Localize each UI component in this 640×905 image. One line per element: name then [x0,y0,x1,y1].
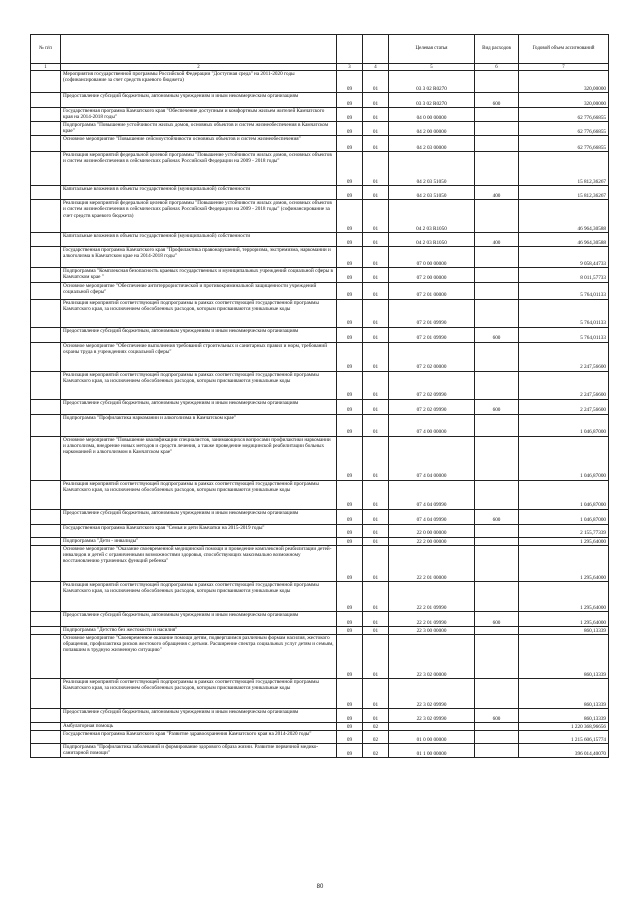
column-number: 7 [519,64,609,71]
target-article-cell: 04 2 03 51050 [389,152,475,186]
target-article-cell: 22 3 02 09990 [389,678,475,708]
annual-amount-cell: 62 776,66855 [519,136,609,152]
subsection-code-cell: 01 [363,414,389,436]
section-code-cell: 09 [337,581,363,611]
target-article-cell: 07 4 04 09990 [389,509,475,524]
target-article-cell: 07 2 02 09990 [389,371,475,399]
subsection-code-cell: 01 [363,327,389,342]
header-cell: Вид расходов [475,35,519,64]
item-name-cell: Подпрограмма "Дети - инвалиды" [61,537,337,545]
table-row [31,708,609,722]
target-article-cell: 22 3 02 09990 [389,708,475,722]
annual-amount-cell: 5 764,01133 [519,327,609,342]
item-name-cell: Подпрограмма "Комплексная безопасность краевых государственных и муниципальных учреждений социальной сферы в Камчатском крае " [61,268,337,282]
section-code-cell: 09 [337,509,363,524]
header-cell: Целевая статья [389,35,475,64]
subsection-code-cell: 01 [363,537,389,545]
subsection-code-cell: 02 [363,722,389,730]
subsection-code-cell: 01 [363,708,389,722]
row-number-cell [31,93,61,108]
section-code-cell: 09 [337,545,363,581]
target-article-cell: 01 1 00 00000 [389,743,475,757]
section-code-cell: 09 [337,537,363,545]
target-article-cell: 07 2 01 00000 [389,282,475,299]
row-number-cell [31,136,61,152]
table-row [31,399,609,414]
table-row [31,436,609,480]
subsection-code-cell: 01 [363,233,389,247]
annual-amount-cell: 5 764,01133 [519,282,609,299]
section-code-cell: 09 [337,200,363,233]
item-name-cell: Капитальные вложения в объекты государственной (муниципальной) собственности [61,233,337,247]
subsection-code-cell: 01 [363,480,389,509]
subsection-code-cell: 01 [363,122,389,136]
subsection-code-cell: 01 [363,152,389,186]
row-number-cell [31,200,61,233]
item-name-cell: Реализация мероприятий соответствующей подпрограммы в рамках соответствующей государственной программы Камчатского края, за исключением обособленных расходов, которым присваиваются уникальные коды [61,299,337,327]
row-number-cell [31,371,61,399]
item-name-cell: Предоставление субсидий бюджетным, автономным учреждениям и иным некоммерческим организациям [61,93,337,108]
target-article-cell: 04 2 03 R1050 [389,233,475,247]
table-row [31,480,609,509]
expense-type-cell [475,436,519,480]
header-cell [337,35,363,64]
expense-type-cell: 600 [475,708,519,722]
table-row [31,611,609,626]
section-code-cell: 09 [337,233,363,247]
table-row [31,722,609,730]
page-number: 80 [316,884,324,890]
expense-type-cell: 600 [475,93,519,108]
target-article-cell: 03 3 02 R0270 [389,93,475,108]
section-code-cell: 09 [337,327,363,342]
column-number: 6 [475,64,519,71]
row-number-cell [31,414,61,436]
table-row [31,327,609,342]
section-code-cell: 09 [337,743,363,757]
row-number-cell [31,722,61,730]
annual-amount-cell: 860,13339 [519,708,609,722]
target-article-cell: 04 0 00 00000 [389,108,475,122]
item-name-cell: Основное мероприятие "Своевременное оказание помощи детям, подвергшимся различным формам насилия, жестокого обращения, профилактика рисков жестокого обращения с детьми. Расширение спектра социальных услуг детям и семьям, попавшим в трудную жизненную ситуацию" [61,634,337,678]
target-article-cell: 22 2 01 00000 [389,545,475,581]
annual-amount-cell: 1 046,87000 [519,509,609,524]
annual-amount-cell: 62 776,66855 [519,122,609,136]
item-name-cell: Государственная программа Камчатского края "Профилактика правонарушений, терроризма, экстремизма, наркомании и алкоголизма в Камчатском крае на 2014-2018 годы" [61,247,337,268]
expense-type-cell [475,581,519,611]
annual-amount-cell: 1 295,64000 [519,545,609,581]
row-number-cell [31,581,61,611]
section-code-cell: 09 [337,268,363,282]
item-name-cell: Подпрограмма "Детство без жестокости и насилия" [61,626,337,634]
item-name-cell: Подпрограмма "Профилактика заболеваний и формирование здорового образа жизни. Развитие первичной медико-санитарной помощи" [61,743,337,757]
item-name-cell: Амбулаторная помощь [61,722,337,730]
section-code-cell: 09 [337,626,363,634]
expense-type-cell [475,722,519,730]
subsection-code-cell: 02 [363,743,389,757]
expense-type-cell: 600 [475,509,519,524]
subsection-code-cell: 01 [363,581,389,611]
target-article-cell: 22 3 02 00000 [389,634,475,678]
table-row [31,730,609,743]
expense-type-cell [475,122,519,136]
table-body [31,71,609,758]
row-number-cell [31,509,61,524]
expense-type-cell: 400 [475,186,519,200]
section-code-cell: 09 [337,136,363,152]
expense-type-cell [475,537,519,545]
subsection-code-cell: 01 [363,634,389,678]
item-name-cell: Реализация мероприятий соответствующей подпрограммы в рамках соответствующей государственной программы Камчатского края, за исключением обособленных расходов, которым присваиваются уникальные коды [61,581,337,611]
annual-amount-cell: 396 014,40070 [519,743,609,757]
table-row [31,299,609,327]
item-name-cell: Основное мероприятие "Повышение сейсмоустойчивости основных объектов и систем жизнеобеспечения" [61,136,337,152]
subsection-code-cell: 01 [363,342,389,371]
subsection-code-cell: 01 [363,524,389,537]
annual-amount-cell: 2 247,56600 [519,399,609,414]
row-number-cell [31,626,61,634]
section-code-cell: 09 [337,152,363,186]
expense-type-cell: 600 [475,611,519,626]
table-row [31,414,609,436]
subsection-code-cell: 01 [363,626,389,634]
target-article-cell: 03 3 02 R0270 [389,71,475,93]
row-number-cell [31,678,61,708]
row-number-cell [31,708,61,722]
table-row [31,371,609,399]
subsection-code-cell: 01 [363,136,389,152]
row-number-cell [31,545,61,581]
column-number: 2 [61,64,337,71]
item-name-cell: Предоставление субсидий бюджетным, автономным учреждениям и иным некоммерческим организациям [61,611,337,626]
section-code-cell: 09 [337,722,363,730]
table-row [31,282,609,299]
table-row [31,342,609,371]
target-article-cell: 07 2 02 09990 [389,399,475,414]
subsection-code-cell: 01 [363,678,389,708]
annual-amount-cell: 860,13339 [519,678,609,708]
row-number-cell [31,152,61,186]
target-article-cell: 07 2 02 00000 [389,342,475,371]
annual-amount-cell: 1 046,87000 [519,436,609,480]
target-article-cell: 07 4 04 00000 [389,436,475,480]
item-name-cell: Предоставление субсидий бюджетным, автономным учреждениям и иным некоммерческим организациям [61,399,337,414]
section-code-cell: 09 [337,399,363,414]
annual-amount-cell: 860,13339 [519,626,609,634]
subsection-code-cell: 01 [363,399,389,414]
section-code-cell: 09 [337,342,363,371]
section-code-cell: 09 [337,708,363,722]
expense-type-cell: 600 [475,327,519,342]
item-name-cell: Реализация мероприятий федеральной целевой программы "Повышение устойчивости жилых домов, основных объектов и систем жизнеобеспечения в сейсмических районах Российской Федерации на 2009 - 2018 годы" (софинансирование за счет средств краевого бюджета) [61,200,337,233]
table-row [31,136,609,152]
item-name-cell: Предоставление субсидий бюджетным, автономным учреждениям и иным некоммерческим организациям [61,509,337,524]
annual-amount-cell: 1 046,87000 [519,480,609,509]
row-number-cell [31,247,61,268]
table-row [31,268,609,282]
target-article-cell: 22 2 00 00000 [389,537,475,545]
column-number: 3 [337,64,363,71]
annual-amount-cell: 2 247,56600 [519,342,609,371]
row-number-cell [31,743,61,757]
table-row [31,634,609,678]
section-code-cell: 09 [337,282,363,299]
annual-amount-cell: 15 812,36267 [519,186,609,200]
subsection-code-cell: 01 [363,299,389,327]
row-number-cell [31,634,61,678]
expense-type-cell: 400 [475,233,519,247]
target-article-cell: 22 3 00 00000 [389,626,475,634]
expense-type-cell [475,634,519,678]
row-number-cell [31,480,61,509]
item-name-cell: Государственная программа Камчатского края "Семья и дети Камчатки на 2015-2019 годы" [61,524,337,537]
annual-amount-cell: 860,13339 [519,634,609,678]
annual-amount-cell: 320,00000 [519,71,609,93]
item-name-cell: Реализация мероприятий соответствующей подпрограммы в рамках соответствующей государственной программы Камчатского края, за исключением обособленных расходов, которым присваиваются уникальные коды [61,371,337,399]
subsection-code-cell: 01 [363,509,389,524]
item-name-cell: Государственная программа Камчатского края "Обеспечение доступным и комфортным жильем жителей Камчатского края на 2014-2018 годы" [61,108,337,122]
item-name-cell: Мероприятия государственной программы Российской Федерации "Доступная среда" на 2011-2020 годы (софинансирование за счет средств краевого бюджета) [61,71,337,93]
annual-amount-cell: 46 964,30588 [519,200,609,233]
item-name-cell: Основное мероприятие "Обеспечение выполнения требований строительных и санитарных правил и норм, требований охраны труда в учреждениях социальной сферы" [61,342,337,371]
table-row [31,743,609,757]
header-cell: Годовой объем ассигнований [519,35,609,64]
table-row [31,581,609,611]
section-code-cell: 09 [337,678,363,708]
expense-type-cell: 600 [475,399,519,414]
section-code-cell: 09 [337,93,363,108]
section-code-cell: 09 [337,299,363,327]
annual-amount-cell: 5 764,01133 [519,299,609,327]
expense-type-cell [475,108,519,122]
column-number: 1 [31,64,61,71]
target-article-cell: 01 0 00 00000 [389,730,475,743]
expense-type-cell [475,342,519,371]
row-number-cell [31,122,61,136]
annual-amount-cell: 1 295,64000 [519,537,609,545]
item-name-cell: Основное мероприятие "Повышение квалификации специалистов, занимающихся вопросами профилактики наркомании и алкоголизма, внедрение новых методов и средств лечения, а также проведение медицинской реабилитации больных наркоманией и алкоголизмом в Камчатском крае" [61,436,337,480]
target-article-cell: 07 2 01 09990 [389,327,475,342]
expense-type-cell [475,730,519,743]
expense-type-cell [475,247,519,268]
row-number-cell [31,108,61,122]
item-name-cell: Предоставление субсидий бюджетным, автономным учреждениям и иным некоммерческим организациям [61,708,337,722]
row-number-cell [31,71,61,93]
expense-type-cell [475,200,519,233]
annual-amount-cell: 15 812,36267 [519,152,609,186]
annual-amount-cell: 1 295,64000 [519,581,609,611]
header-cell [363,35,389,64]
annual-amount-cell: 46 964,30588 [519,233,609,247]
target-article-cell: 04 2 03 R1050 [389,200,475,233]
expense-type-cell [475,71,519,93]
table-row [31,545,609,581]
header-row [31,35,609,64]
table-row [31,247,609,268]
target-article-cell: 07 2 00 00000 [389,268,475,282]
row-number-cell [31,268,61,282]
table-row [31,509,609,524]
annual-amount-cell: 62 776,66855 [519,108,609,122]
expense-type-cell [475,678,519,708]
table-row [31,93,609,108]
expense-type-cell [475,282,519,299]
header-cell [61,35,337,64]
section-code-cell: 09 [337,524,363,537]
row-number-cell [31,233,61,247]
section-code-cell: 09 [337,436,363,480]
row-number-cell [31,186,61,200]
column-number-row [31,64,609,71]
annual-amount-cell: 1 220 368,96656 [519,722,609,730]
subsection-code-cell: 02 [363,730,389,743]
subsection-code-cell: 01 [363,371,389,399]
item-name-cell: Основное мероприятие "Обеспечение антитеррористической и противокриминальной защищенности учреждений социальной сферы" [61,282,337,299]
subsection-code-cell: 01 [363,436,389,480]
subsection-code-cell: 01 [363,108,389,122]
table-row [31,108,609,122]
column-number: 4 [363,64,389,71]
section-code-cell: 09 [337,611,363,626]
section-code-cell: 09 [337,480,363,509]
expense-type-cell [475,371,519,399]
section-code-cell: 09 [337,71,363,93]
column-number: 5 [389,64,475,71]
section-code-cell: 09 [337,634,363,678]
annual-amount-cell: 320,00000 [519,93,609,108]
budget-table-page [30,34,608,758]
target-article-cell: 07 4 04 09990 [389,480,475,509]
row-number-cell [31,399,61,414]
item-name-cell: Основное мероприятие "Оказание своевременной медицинской помощи и проведение комплексной реабилитации детей-инвалидов и детей с ограниченными возможностями здоровья, способствующих максимально возможному восстановлению утраченных функций ребенка" [61,545,337,581]
table-row [31,152,609,186]
item-name-cell: Подпрограмма "Повышение устойчивости жилых домов, основных объектов и систем жизнеобеспечения в Камчатском крае" [61,122,337,136]
subsection-code-cell: 01 [363,93,389,108]
section-code-cell: 09 [337,108,363,122]
table-row [31,524,609,537]
subsection-code-cell: 01 [363,71,389,93]
expense-type-cell [475,626,519,634]
section-code-cell: 09 [337,186,363,200]
expense-type-cell [475,480,519,509]
row-number-cell [31,299,61,327]
section-code-cell: 09 [337,730,363,743]
expense-type-cell [475,524,519,537]
row-number-cell [31,282,61,299]
row-number-cell [31,611,61,626]
item-name-cell: Капитальные вложения в объекты государственной (муниципальной) собственности [61,186,337,200]
expense-type-cell [475,268,519,282]
target-article-cell: 04 2 00 00000 [389,122,475,136]
subsection-code-cell: 01 [363,247,389,268]
subsection-code-cell: 01 [363,611,389,626]
annual-amount-cell: 2 155,77339 [519,524,609,537]
table-row [31,186,609,200]
subsection-code-cell: 01 [363,200,389,233]
item-name-cell: Государственная программа Камчатского края "Развитие здравоохранения Камчатского края на 2014-2020 годы" [61,730,337,743]
expense-type-cell [475,299,519,327]
table-row [31,200,609,233]
section-code-cell: 09 [337,414,363,436]
target-article-cell: 22 2 01 09990 [389,611,475,626]
annual-amount-cell: 1 215 606,15774 [519,730,609,743]
section-code-cell: 09 [337,122,363,136]
annual-amount-cell: 1 046,87000 [519,414,609,436]
subsection-code-cell: 01 [363,268,389,282]
row-number-cell [31,524,61,537]
annual-amount-cell: 8 011,57733 [519,268,609,282]
expense-type-cell [475,414,519,436]
target-article-cell: 22 0 00 00000 [389,524,475,537]
subsection-code-cell: 01 [363,545,389,581]
row-number-cell [31,327,61,342]
annual-amount-cell: 2 247,56600 [519,371,609,399]
target-article-cell: 04 2 03 51050 [389,186,475,200]
annual-amount-cell: 1 295,64000 [519,611,609,626]
expense-type-cell [475,136,519,152]
target-article-cell: 07 0 00 00000 [389,247,475,268]
target-article-cell: 04 2 03 00000 [389,136,475,152]
subsection-code-cell: 01 [363,282,389,299]
item-name-cell: Реализация мероприятий соответствующей подпрограммы в рамках соответствующей государственной программы Камчатского края, за исключением обособленных расходов, которым присваиваются уникальные коды [61,480,337,509]
subsection-code-cell: 01 [363,186,389,200]
table-row [31,233,609,247]
expense-type-cell [475,545,519,581]
item-name-cell: Подпрограмма "Профилактика наркомании и алкоголизма в Камчатском крае" [61,414,337,436]
table-row [31,626,609,634]
table-row [31,71,609,93]
row-number-cell [31,730,61,743]
table-row [31,678,609,708]
header-cell: № п/п [31,35,61,64]
table-row [31,122,609,136]
annual-amount-cell: 9 058,44733 [519,247,609,268]
expense-type-cell [475,743,519,757]
budget-table [30,34,609,758]
section-code-cell: 09 [337,371,363,399]
item-name-cell: Реализация мероприятий соответствующей подпрограммы в рамках соответствующей государственной программы Камчатского края, за исключением обособленных расходов, которым присваиваются уникальные коды [61,678,337,708]
expense-type-cell [475,152,519,186]
table-row [31,537,609,545]
row-number-cell [31,436,61,480]
item-name-cell: Реализация мероприятий федеральной целевой программы "Повышение устойчивости жилых домов, основных объектов и систем жизнеобеспечения в сейсмических районах Российской Федерации на 2009 - 2018 годы" [61,152,337,186]
section-code-cell: 09 [337,247,363,268]
row-number-cell [31,342,61,371]
target-article-cell: 07 4 00 00000 [389,414,475,436]
target-article-cell: 22 2 01 09990 [389,581,475,611]
target-article-cell: 07 2 01 09990 [389,299,475,327]
row-number-cell [31,537,61,545]
target-article-cell [389,722,475,730]
item-name-cell: Предоставление субсидий бюджетным, автономным учреждениям и иным некоммерческим организациям [61,327,337,342]
